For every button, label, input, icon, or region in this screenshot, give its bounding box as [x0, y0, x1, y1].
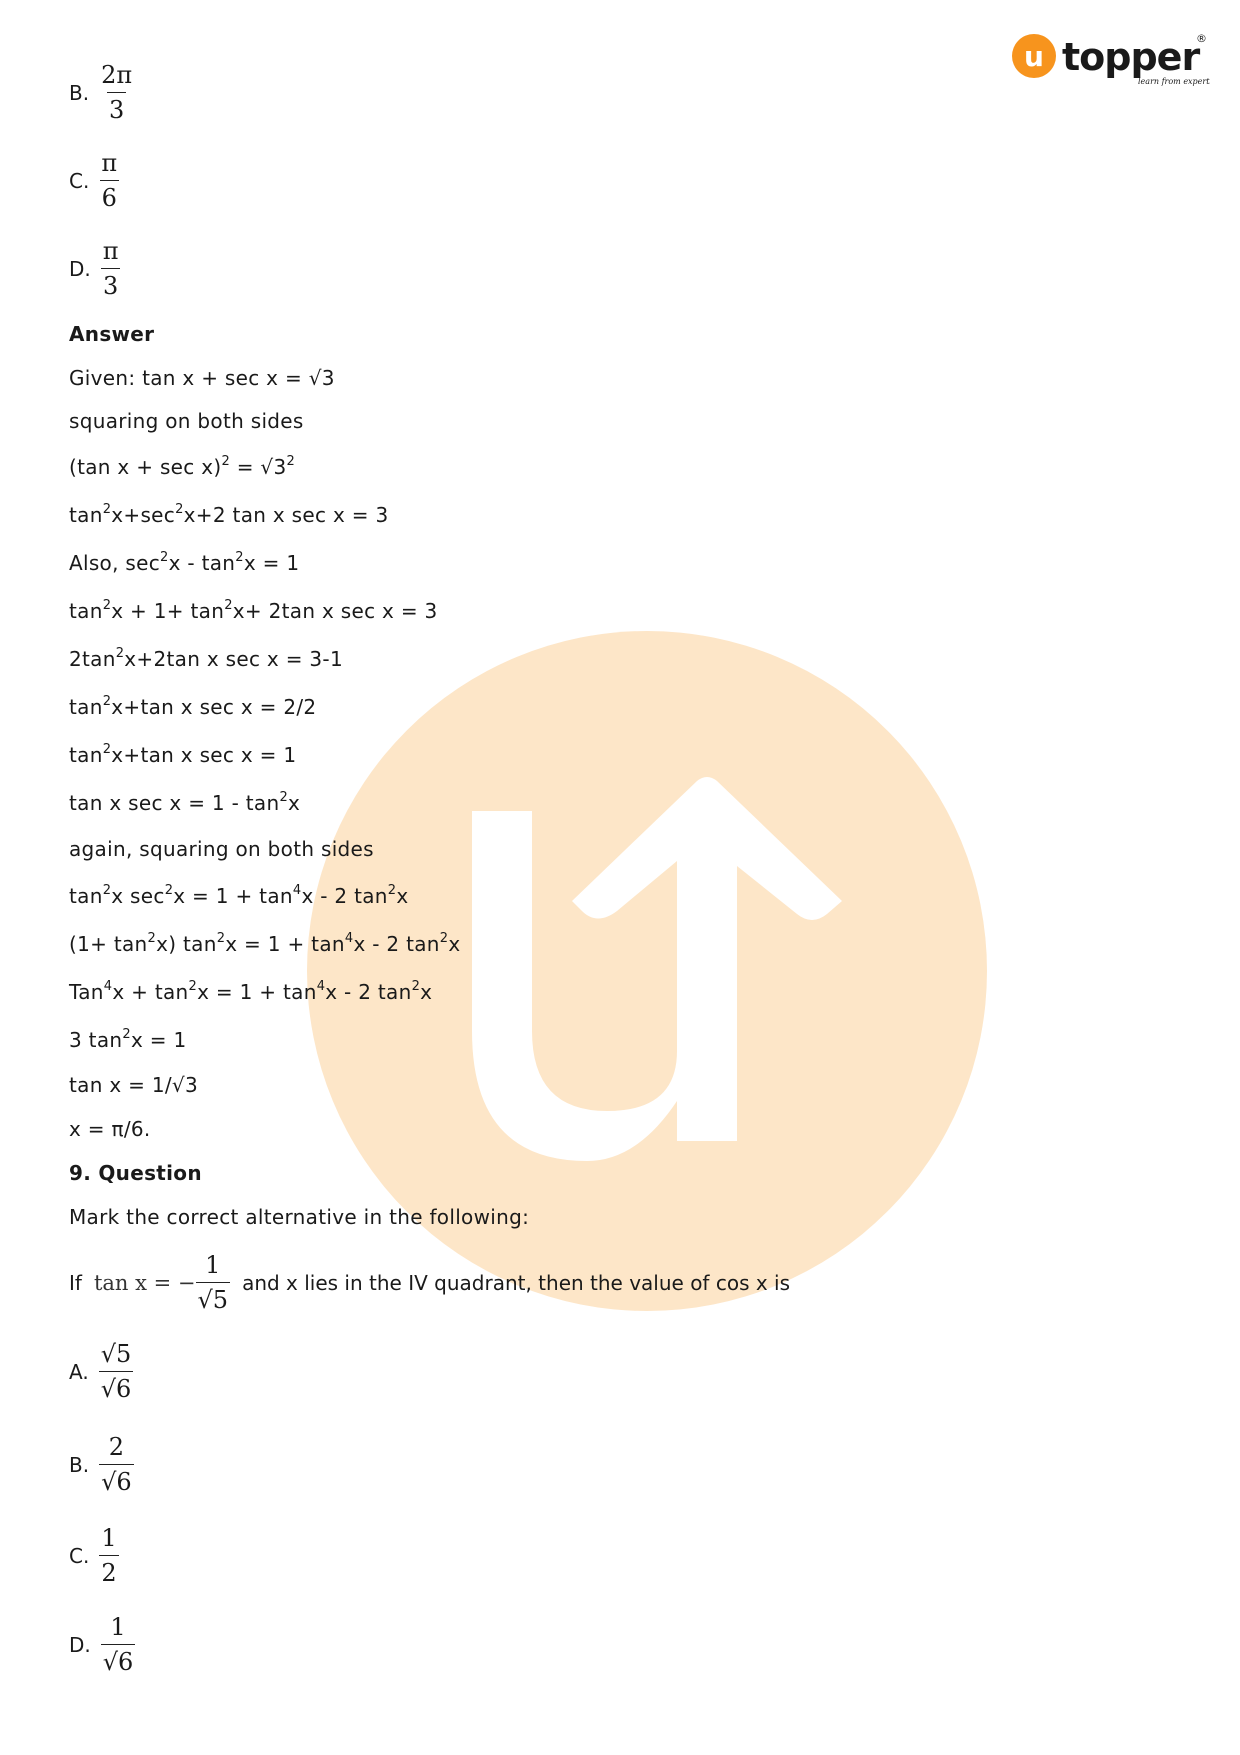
- brand-logo: [1010, 30, 1210, 90]
- svg-text:learn from experts: learn from experts: [1138, 77, 1210, 86]
- answer-step: $\tan^2x + 1+ \tan^2x+ 2\tan$ x sec x = 3: [69, 598, 438, 623]
- fraction: $\frac{1}{√6}$: [102, 1613, 134, 1676]
- svg-text:u: u: [1024, 40, 1044, 73]
- prev-option-d: [69, 236, 121, 301]
- prev-option-c: [69, 148, 119, 213]
- answer-given: Given: tan x + sec x = √3: [69, 366, 335, 390]
- option-letter: C.: [69, 168, 90, 193]
- answer-heading: Answer: [69, 322, 155, 346]
- fraction: $\frac{√5}{√6}$: [100, 1340, 132, 1403]
- answer-step: $\tan^2x+\tan$ x sec x = 1: [69, 742, 297, 767]
- question-prompt: Mark the correct alternative in the following:: [69, 1205, 530, 1229]
- question-option-a: A. $\frac{√5}{√6}$: [69, 1340, 132, 1403]
- answer-step: tan x = 1/√3: [69, 1073, 198, 1097]
- svg-text:®: ®: [1196, 32, 1207, 45]
- question-statement: If tan x = − $\frac{1}{√5}$ and x lies in the IV quadrant, then the value of cos x is: [69, 1251, 791, 1314]
- answer-step: $\tan^2x+\sec^2x+2$ tan x sec x = 3: [69, 502, 389, 527]
- answer-step: $Tan^4x + \tan^2x = 1 + \tan^4x - 2$ $\tan^2x$: [69, 979, 433, 1004]
- question-option-c: C. $\frac{1}{2}$: [69, 1524, 117, 1587]
- question-heading: 9. Question: [69, 1161, 202, 1185]
- fraction: $\frac{2}{√6}$: [101, 1433, 132, 1496]
- option-letter: D.: [69, 256, 91, 281]
- svg-text:topper: topper: [1062, 35, 1200, 79]
- answer-final: x = π/6.: [69, 1117, 151, 1141]
- answer-step: (tan $x + \sec x)^2 = √3^2$: [69, 454, 296, 479]
- fraction: $\frac{1}{√5}$: [197, 1251, 229, 1314]
- fraction: $\frac{1}{2}$: [101, 1524, 117, 1587]
- answer-again: again, squaring on both sides: [69, 837, 374, 861]
- fraction: $\frac{2\pi}{3}$: [101, 61, 133, 124]
- answer-step: $2\tan^2x+2\tan$ x sec x = 3-1: [69, 646, 343, 671]
- answer-step: 3 $\tan^2x = 1$: [69, 1027, 187, 1052]
- question-option-b: B. $\frac{2}{√6}$: [69, 1433, 132, 1496]
- answer-step: $\tan^2x$ $\sec^2x = 1 + \tan^4x - 2$ $\tan^2x$: [69, 883, 409, 908]
- prev-option-b: [69, 60, 134, 125]
- answer-step: $\tan^2x+\tan$ x sec x = 2/2: [69, 694, 317, 719]
- question-option-d: D. $\frac{1}{√6}$: [69, 1613, 134, 1676]
- answer-step: tan x $\sec x = 1 - \tan^2x$: [69, 790, 301, 815]
- answer-squaring: squaring on both sides: [69, 409, 304, 433]
- option-letter: B.: [69, 80, 90, 105]
- topper-logo-icon: [1010, 30, 1210, 90]
- answer-step: Also, $\sec^2x - \tan^2x = 1$: [69, 550, 300, 575]
- fraction: $\frac{\pi}{6}$: [101, 149, 118, 212]
- answer-step: $(1+ \tan^2x)$ $\tan^2x = 1 + \tan^4x - 2$ $\tan^2x$: [69, 931, 461, 956]
- fraction: $\frac{\pi}{3}$: [102, 237, 119, 300]
